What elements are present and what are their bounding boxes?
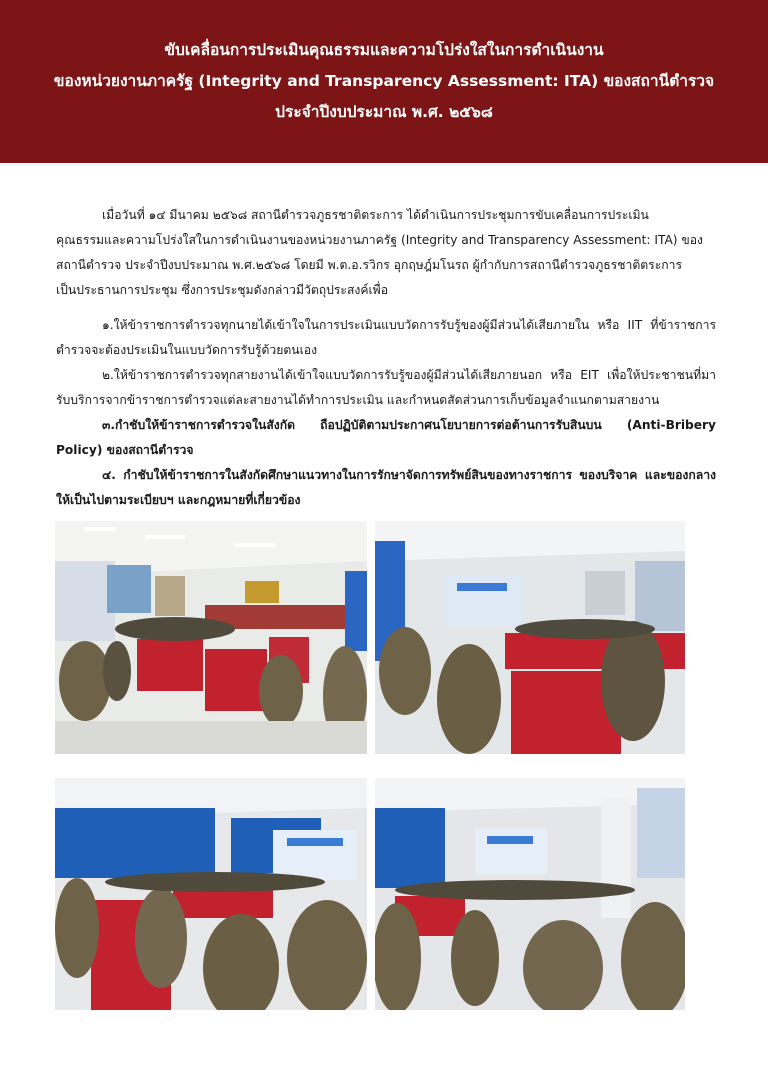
intro-line: เป็นประธานการประชุม ซึ่งการประชุมดังกล่าวมีวัตถุประสงค์เพื่อ xyxy=(56,283,389,297)
header-title-line-3: ประจำปีงบประมาณ พ.ศ. ๒๕๖๘ xyxy=(275,103,493,121)
intro-paragraph xyxy=(56,203,716,303)
intro-line: คุณธรรมและความโปร่งใสในการดำเนินงานของหน่วยงานภาครัฐ (Integrity and Transparency Assessment: ITA) ของ xyxy=(56,233,704,247)
page-header xyxy=(0,0,768,163)
meeting-photo-1 xyxy=(55,521,367,754)
header-title-line-2: ของหน่วยงานภาครัฐ (Integrity and Transparency Assessment: ITA) ของสถานีตำรวจ xyxy=(53,72,715,90)
objective-item-4: ๔. กำชับให้ข้าราชการในสังกัดศึกษาแนวทางในการรักษาจัดการทรัพย์สินของทางราชการ ของบริจาค และของกลางให้เป็นไปตามระเบียบฯ และกฎหมายที่เกี่ยวข้อง xyxy=(56,468,716,507)
meeting-photo-3 xyxy=(55,778,367,1010)
article-body xyxy=(56,203,716,513)
objective-item-2: ๒.ให้ข้าราชการตำรวจทุกสายงานได้เข้าใจแบบวัดการรับรู้ของผู้มีส่วนได้เสียภายนอก หรือ EIT เพื่อให้ประชาชนที่มารับบริการจากข้าราชการตำรวจแต่ละสายงานได้ทำการประเมิน และกำหนดสัดส่วนการเก็บข้อมูลจำแนกตามสายงาน xyxy=(56,368,716,407)
header-title-line-1: ขับเคลื่อนการประเมินคุณธรรมและความโปร่งใสในการดำเนินงาน xyxy=(164,41,604,59)
intro-line: สถานีตำรวจ ประจำปีงบประมาณ พ.ศ.๒๕๖๘ โดยมี พ.ต.อ.รวิกร อุกฤษฎ์มโนรถ ผู้กำกับการสถานีตำรวจภูธรชาติตระการ xyxy=(56,258,683,272)
objective-item-3: ๓.กำชับให้ข้าราชการตำรวจในสังกัด ถือปฏิบัติตามประกาศนโยบายการต่อต้านการรับสินบน (Anti-Bribery Policy) ของสถานีตำรวจ xyxy=(56,418,716,457)
intro-line: เมื่อวันที่ ๑๔ มีนาคม ๒๕๖๘ สถานีตำรวจภูธรชาติตระการ ได้ดำเนินการประชุมการขับเคลื่อนการประเมิน xyxy=(102,208,649,222)
meeting-photo-2 xyxy=(375,521,685,754)
meeting-photo-4 xyxy=(375,778,685,1010)
objective-item-1: ๑.ให้ข้าราชการตำรวจทุกนายได้เข้าใจในการประเมินแบบวัดการรับรู้ของผู้มีส่วนได้เสียภายใน หรือ IIT ที่ข้าราชการตำรวจจะต้องประเมินในแบบวัดการรับรู้ด้วยตนเอง xyxy=(56,318,716,357)
